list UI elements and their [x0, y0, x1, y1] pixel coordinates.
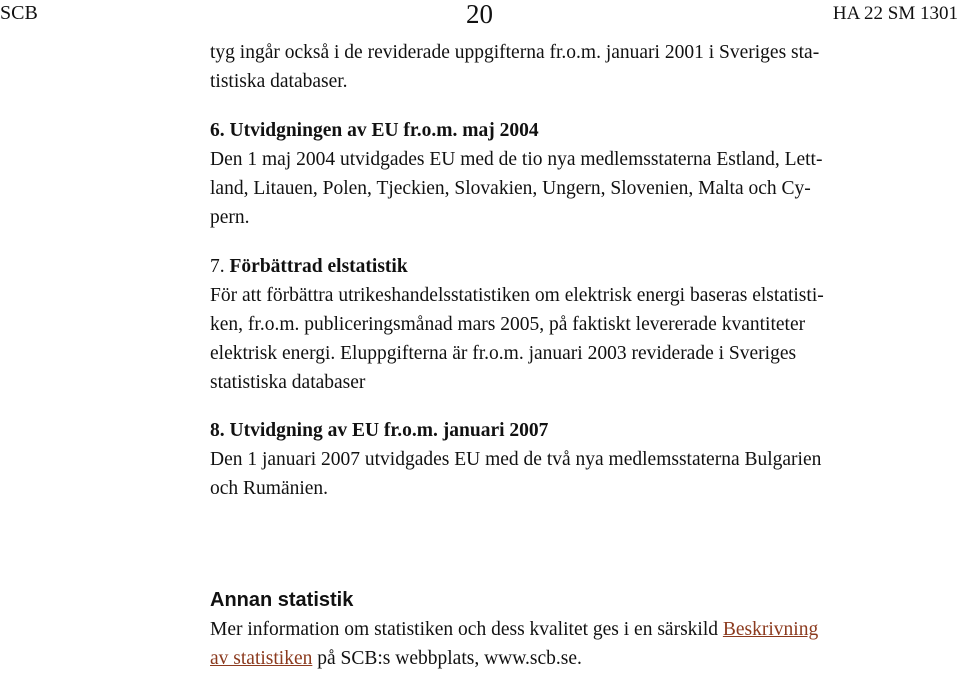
header-org: SCB: [0, 2, 38, 24]
body-text: Mer information om statistiken och dess kvalitet ges i en särskild: [210, 619, 723, 640]
header-publication-code: HA 22 SM 1301: [832, 3, 958, 24]
section-annan-statistik: [210, 586, 946, 673]
body-line: land, Litauen, Polen, Tjeckien, Slovakien, Ungern, Slovenien, Malta och Cy-: [210, 178, 811, 199]
body-line: [210, 615, 946, 644]
beskrivning-link[interactable]: Beskrivning: [722, 619, 819, 640]
section-title: Förbättrad elstatistik: [229, 256, 408, 277]
body-line: tyg ingår också i de reviderade uppgifterna fr.o.m. januari 2001 i Sveriges sta-: [210, 42, 820, 63]
section-heading: [210, 252, 946, 281]
intro-paragraph: [210, 38, 946, 96]
body-line: statistiska databaser: [210, 372, 366, 393]
section-number: 7.: [210, 256, 225, 277]
section-heading: 6. Utvidgningen av EU fr.o.m. maj 2004: [210, 120, 539, 141]
beskrivning-link-cont[interactable]: av statistiken: [210, 648, 313, 669]
body-line: För att förbättra utrikeshandelsstatistiken om elektrisk energi baseras elstatisti-: [210, 285, 824, 306]
section-7: [210, 252, 946, 397]
body-line: ken, fr.o.m. publiceringsmånad mars 2005, på faktiskt levererade kvantiteter: [210, 314, 806, 335]
body-line: elektrisk energi. Eluppgifterna är fr.o.m. januari 2003 reviderade i Sveriges: [210, 343, 797, 364]
body-line: pern.: [210, 207, 250, 228]
body-line: Den 1 maj 2004 utvidgades EU med de tio nya medlemsstaterna Estland, Lett-: [210, 149, 823, 170]
section-6: [210, 116, 946, 232]
section-8: [210, 416, 946, 503]
page-number: 20: [466, 0, 493, 29]
document-body: [210, 38, 946, 673]
body-line: Den 1 januari 2007 utvidgades EU med de två nya medlemsstaterna Bulgarien: [210, 449, 822, 470]
body-line: och Rumänien.: [210, 478, 329, 499]
body-text: på SCB:s webbplats, www.scb.se.: [312, 648, 582, 669]
body-line: tistiska databaser.: [210, 71, 348, 92]
body-line: [210, 644, 946, 673]
page-header: [0, 0, 960, 34]
section-heading: 8. Utvidgning av EU fr.o.m. januari 2007: [210, 420, 549, 441]
section-heading: Annan statistik: [210, 589, 354, 611]
